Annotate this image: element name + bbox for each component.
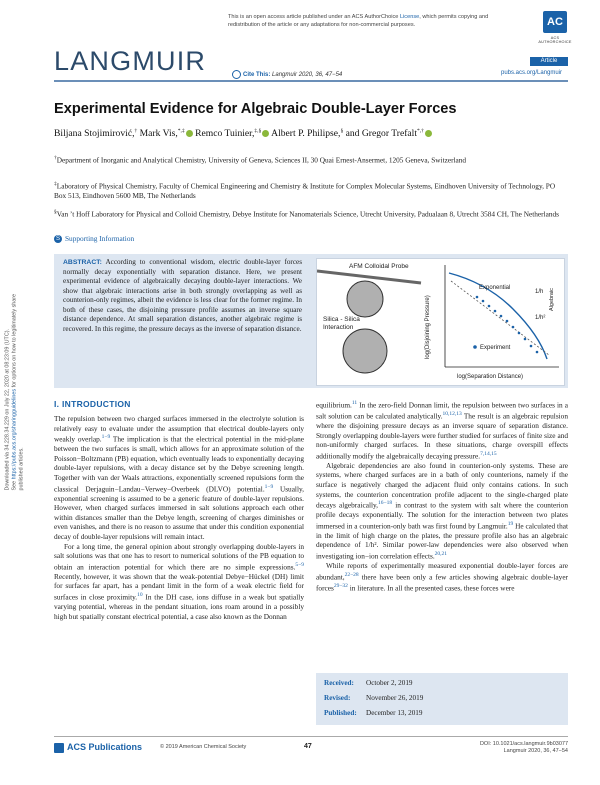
open-access-note: This is an open access article published under an ACS AuthorChoice License, which permits copying and redistribution of the article or any adaptations for non-commercial purposes. [228,14,489,28]
toc-inv-h-label: 1/h [535,289,544,295]
author-name[interactable]: Mark Vis, [139,128,178,140]
paragraph: For a long time, the general opinion about strongly overlapping double-layers in salt solutions was that one has to resort to numerical solutions of the PB equation to obtain an interaction potential for which there are no simple expressions.$^{5-9}$ Recently, however, it was shown that the weak-potential Debye−Hückel (DH) limit for surfaces far apart, has a pendant limit in the form of a weak electric field for surfaces in close proximity.$^{10}$ In the DH case, ions diffuse in a weak but spatially varying potential, whereas in the pendant situation, ions roam around in a possibly high but spatially constant electrical potential, a case also known as the Donnan [54,541,304,621]
toc-y-label: log(Disjoining Pressure) [425,295,431,359]
date-received: Received: October 2, 2019 [324,679,413,687]
date-revised: Revised: November 26, 2019 [324,694,424,702]
paragraph: Algebraic dependencies are also found in counterion-only systems. These are systems, where charged surfaces are in a bath of only counterions, namely if the surface is negatively charged the adjacent fluid only contains cations. In such systems, the counterion concentration profile adjacent to the single-charged plate decays algebraically,$^{16-18}$ in contrast to the system with salt where the counterion profile decays exponentially. The solution for the interaction between two plates immersed in a counterion-only bath was first found by Langmuir.$^{19}$ He calculated that in the limit of high charge on the plates, the pressure profile also has an algebraic dependence of 1/h². Similar power-law dependencies were also observed when investigating ion−ion correlation effects.$^{20,21}$ [316,460,568,561]
author-list: Biljana Stojimirović,† Mark Vis,*,‡ Remco Tuinier,‡,§ Albert P. Philipse,§ and Gregor Trefalt*,† [54,128,568,139]
copyright-notice: © 2019 American Chemical Society [160,744,247,750]
journal-logo: LANGMUIR [54,46,207,76]
article-title: Experimental Evidence for Algebraic Double-Layer Forces [54,101,457,117]
orcid-icon[interactable] [425,130,432,137]
paragraph: While reports of experimentally measured exponential double-layer forces are abundant,$^{22-28}$ there have been only a few articles showing algebraic double-layer forces$^{29-32}$ in literature. In all the presented cases, these forces were [316,561,568,593]
doi-info: DOI: 10.1021/acs.langmuir.9b03077 Langmuir 2020, 36, 47−54 [452,741,568,755]
toc-algebraic-label: Algebraic [549,288,555,311]
affiliation: †Department of Inorganic and Analytical Chemistry, University of Geneva, Sciences II, 30 Quai Ernest-Ansermet, 1205 Geneva, Switzerland [54,155,467,165]
author-name[interactable]: and Gregor Trefalt [345,128,418,140]
cite-this[interactable]: Cite This: Langmuir 2020, 36, 47−54 [232,70,342,79]
cite-icon [232,70,241,79]
license-link[interactable]: License [399,14,420,20]
affiliation: ‡Laboratory of Physical Chemistry, Faculty of Chemical Engineering and Chemistry & Institute for Complex Molecular Systems, Eindhoven University of Technology, PO Box 513, Eindhoven 5600 MB, The Netherlands [54,181,556,201]
supporting-info-icon: S [55,236,60,243]
paragraph: equilibrium.$^{11}$ In the zero-field Donnan limit, the repulsion between two surfaces in a salt solution can be calculated analytically.$^{10,12,13}$ The result is an algebraic repulsion where the disjoining pressure decays as an inverse square of separation distance. Strongly overlapping double-layers were further studied for surfaces of finite size and non-uniformly charged surfaces. In these situations, charge overspill effects additionally modify the algebraically decaying pressure.$^{7,14,15}$ [316,400,568,461]
page-number: 47 [304,743,312,750]
toc-x-label: log(Separation Distance) [457,374,524,380]
supporting-info-link[interactable]: S Supporting Information [55,234,135,243]
abstract-text: ABSTRACT: According to conventional wisdom, electric double-layer forces normally decay exponentially with separation distance. Here, we present experimental evidence of algebraically decaying double-layer interactions. We show that algebraic interactions arise in both strongly overlapping as well as counterion-only regimes, albeit the evidence is less clear for the former regime. In both of these cases, the disjoining pressure profile assumes an inverse square distance dependence. At small separation distances, another algebraic regime is recovered. In this regime, the pressure decays as the inverse of separation distance. [63,258,302,333]
toc-inv-h2-label: 1/h² [535,315,546,321]
affiliation: §Van ’t Hoff Laboratory for Physical and Colloid Chemistry, Debye Institute for Nanomaterials Science, Utrecht University, Padualaan 8, Utrecht 3584 CH, The Netherlands [54,209,559,219]
paragraph: The repulsion between two charged surfaces immersed in the electrolyte solution is relatively easy to evaluate under the assumption that electrical double-layers only weakly overlap.$^{1-9}$ The implication is that the electrical potential in the mid-plane between the two surfaces is small, which allows for an approximate solution of the Poisson−Boltzmann (PB) equation, which eventually leads to exponentially decaying double-layer repulsions, with a decay distance set by the Debye screening length. Together with van der Waals attractions, exponentially screened repulsions form the classical Derjaguin−Landau−Verwey−Overbeek (DLVO) potential.$^{1-9}$ Usually, exponential screening is assumed to be a generic feature of double-layer repulsions. However, when charged surfaces immersed in salt solutions approach each other within distances smaller than the Debye length, screening of charges diminishes or even vanishes, and there is no reason to assume that under this condition exponential decay of double-layer repulsions will remain intact. [54,414,304,541]
toc-graphic [316,258,565,386]
section-heading: I. INTRODUCTION [54,399,131,409]
toc-probe-particle [347,281,383,317]
journal-url-link[interactable]: pubs.acs.org/Langmuir [501,70,563,76]
body-column-left [54,414,304,621]
author-name[interactable]: Biljana Stojimirović, [54,128,135,140]
sharing-guidelines-link[interactable]: https://pubs.acs.org/sharingguidelines [11,388,18,480]
body-column-right [316,399,568,593]
toc-legend-label: Experiment [480,345,511,351]
toc-interaction-label: Silica - Silica [323,316,360,323]
authorchoice-caption: ACS AUTHORCHOICE [538,36,572,44]
footer-divider [54,736,568,737]
author-name[interactable]: Remco Tuinier, [195,128,255,140]
acs-logo-icon [54,743,64,753]
toc-probe-label: AFM Colloidal Probe [349,263,409,270]
orcid-icon[interactable] [262,130,269,137]
toc-substrate-particle [343,329,387,373]
toc-legend-marker [473,345,477,349]
authorchoice-badge-icon: AC [543,11,567,33]
download-note: Downloaded via 34.228.34.229 on July 22, 2020 at 08:23:09 (UTC). See https://pubs.acs.org/sharingguidelines for options on how to legitimately share published articles. [4,293,25,491]
toc-interaction-label: Interaction [323,324,354,331]
header-divider [54,80,568,82]
doi-link[interactable]: DOI: 10.1021/acs.langmuir.9b03077 [479,741,568,747]
publisher-logo[interactable]: ACS Publications [54,742,142,753]
toc-exponential-label: Exponential [479,285,511,291]
author-name[interactable]: Albert P. Philipse, [271,128,341,140]
orcid-icon[interactable] [186,130,193,137]
article-type-badge: Article [530,57,568,66]
date-published: Published: December 13, 2019 [324,709,423,717]
